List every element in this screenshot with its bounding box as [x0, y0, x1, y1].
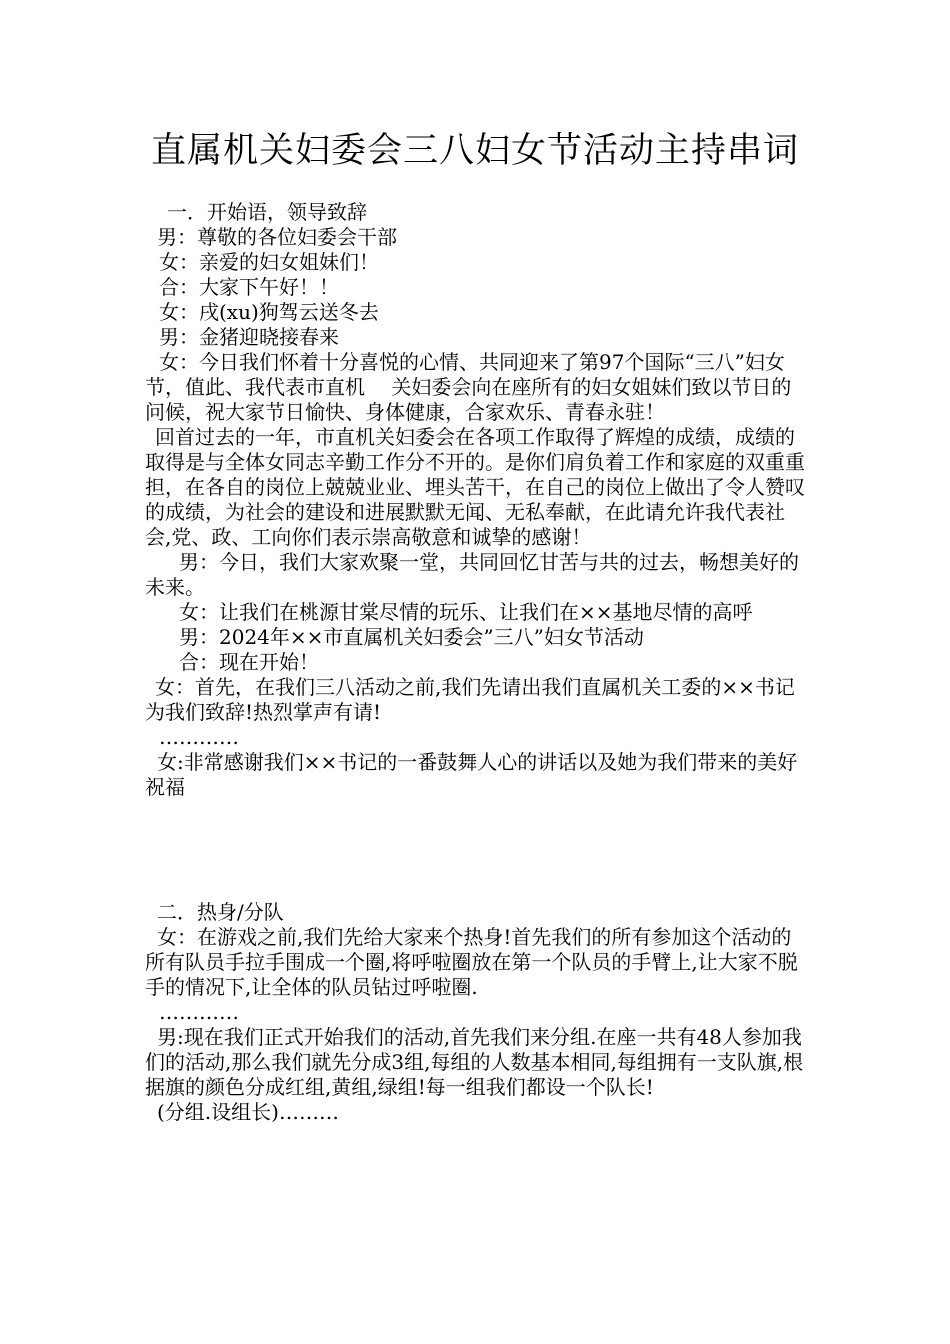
dialogue-line: 男：金猪迎晓接春来 [159, 325, 339, 349]
section-heading: 一．开始语，领导致辞 [167, 200, 367, 224]
ellipsis-line: ………… [159, 1000, 239, 1024]
dialogue-paragraph: 女：首先，在我们三八活动之前,我们先请出我们直属机关工委的××书记为我们致辞!热烈掌声有请! [145, 675, 795, 724]
document-body [145, 200, 810, 1125]
dialogue-line: 男：2024年××市直属机关妇委会”三八”妇女节活动 [179, 625, 644, 649]
section-heading: 二．热身/分队 [157, 900, 284, 924]
dialogue-paragraph: 女:非常感谢我们××书记的一番鼓舞人心的讲话以及她为我们带来的美好祝福 [145, 750, 798, 799]
dialogue-line: 女：戌(xu)狗驾云送冬去 [159, 300, 379, 324]
dialogue-paragraph: 女：让我们在桃源甘棠尽情的玩乐、让我们在××基地尽情的高呼 [179, 600, 753, 624]
dialogue-paragraph: 女：在游戏之前,我们先给大家来个热身!首先我们的所有参加这个活动的所有队员手拉手围成一个圈,将呼啦圈放在第一个队员的手臂上,让大家不脱手的情况下,让全体的队员钻过呼啦圈. [145, 925, 798, 999]
dialogue-line: 男：尊敬的各位妇委会干部 [157, 225, 397, 249]
dialogue-paragraph: 回首过去的一年，市直机关妇委会在各项工作取得了辉煌的成绩，成绩的取得是与全体女同志辛勤工作分不开的。是你们肩负着工作和家庭的双重重担，在各自的岗位上兢兢业业、埋头苦干，在自己的岗位上做出了令人赞叹的成绩，为社会的建设和进展默默无闻、无私奉献，在此请允许我代表社会,党、政、工向你们表示崇高敬意和诚挚的感谢！ [145, 425, 805, 549]
ellipsis-line: ………… [159, 725, 239, 749]
dialogue-line: 合：现在开始！ [179, 650, 319, 674]
document-title: 直属机关妇委会三八妇女节活动主持串词 [150, 131, 799, 171]
dialogue-line: (分组.设组长)……… [157, 1100, 339, 1124]
dialogue-line: 女：亲爱的妇女姐妹们！ [159, 250, 379, 274]
dialogue-paragraph: 女：今日我们怀着十分喜悦的心情、共同迎来了第97个国际“三八”妇女节，值此、我代表市直机 关妇委会向在座所有的妇女姐妹们致以节日的问候，祝大家节日愉快、身体健康，合家欢乐、青春永驻！ [145, 350, 792, 424]
section-spacer [145, 800, 810, 900]
dialogue-paragraph: 男:现在我们正式开始我们的活动,首先我们来分组.在座一共有48人参加我们的活动,那么我们就先分成3组,每组的人数基本相同,每组拥有一支队旗,根据旗的颜色分成红组,黄组,绿组!每一组我们都设一个队长! [145, 1025, 804, 1099]
dialogue-paragraph: 男：今日，我们大家欢聚一堂，共同回忆甘苦与共的过去，畅想美好的未来。 [145, 550, 799, 599]
dialogue-line: 合：大家下午好！！ [159, 275, 339, 299]
